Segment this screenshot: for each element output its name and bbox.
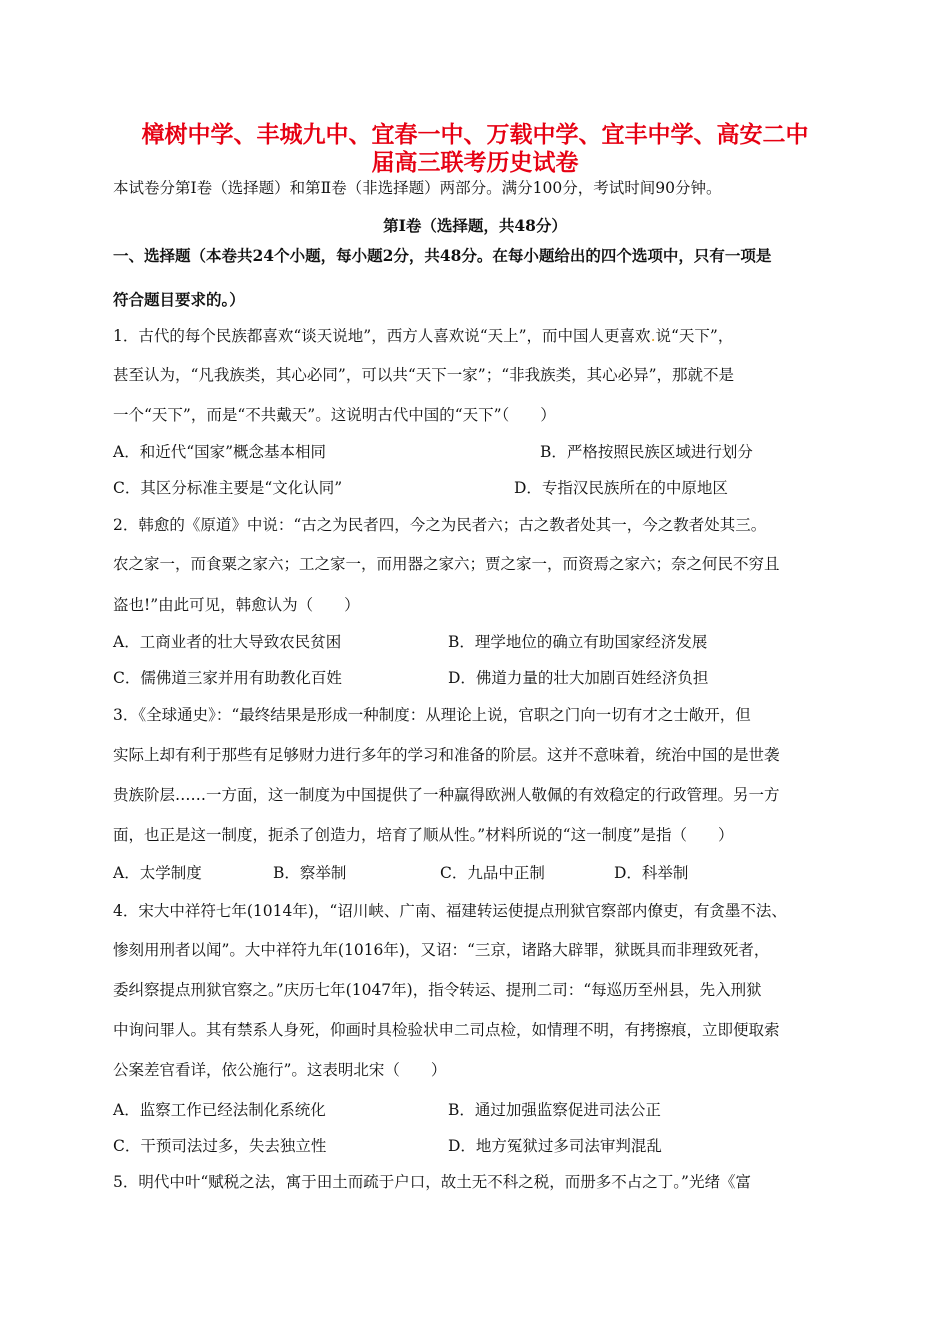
- q4-option-d: D．地方冤狱过多司法审判混乱: [448, 1137, 662, 1155]
- q3-stem-line2: 实际上却有利于那些有足够财力进行多年的学习和准备的阶层。这并不意味着，统治中国的是世袭: [113, 746, 780, 764]
- q2-stem-line1: 2．韩愈的《原道》中说：“古之为民者四，今之为民者六；古之教者处其一，今之教者处其三。: [113, 516, 767, 534]
- instructions-line2: 符合题目要求的。）: [113, 290, 245, 309]
- q1-option-b: B．严格按照民族区域进行划分: [540, 443, 753, 461]
- q4-stem-line3: 委纠察提点刑狱官察之。”庆历七年(1047年)，指令转运、提刑二司：“每巡历至州县，先入刑狱: [113, 981, 762, 999]
- q2-option-a: A．工商业者的壮大导致农民贫困: [113, 633, 342, 651]
- q1-option-d: D．专指汉民族所在的中原地区: [514, 479, 728, 497]
- exam-title-line1: 樟树中学、丰城九中、宜春一中、万载中学、宜丰中学、高安二中: [141, 121, 809, 148]
- q3-stem-line1: 3．《全球通史》：“最终结果是形成一种制度：从理论上说，官职之门向一切有才之士敞开，但: [113, 706, 751, 724]
- exam-title-line2: 届高三联考历史试卷: [371, 149, 579, 176]
- q4-option-a: A．监察工作已经法制化系统化: [113, 1101, 326, 1119]
- q4-option-c: C．干预司法过多，失去独立性: [113, 1137, 327, 1155]
- emphasis-dot: .: [650, 327, 656, 345]
- q1-stem-line2: 甚至认为，“凡我族类，其心必同”，可以共“天下一家”；“非我族类，其心必异”，那就不是: [113, 366, 735, 384]
- q3-option-a: A．太学制度: [113, 864, 202, 882]
- q3-stem-line3: 贵族阶层……一方面，这一制度为中国提供了一种赢得欧洲人敬佩的有效稳定的行政管理。另一方: [113, 786, 780, 804]
- q4-option-b: B．通过加强监察促进司法公正: [448, 1101, 661, 1119]
- q3-option-c: C．九品中正制: [440, 864, 545, 882]
- q1-option-a: A．和近代“国家”概念基本相同: [113, 443, 327, 461]
- q2-option-d: D．佛道力量的壮大加剧百姓经济负担: [448, 669, 709, 687]
- q2-option-c: C．儒佛道三家并用有助教化百姓: [113, 669, 342, 687]
- q1-stem-line1a: 1．古代的每个民族都喜欢“谈天说地”，西方人喜欢说“天上”，而中国人更喜欢: [113, 327, 651, 345]
- q3-option-b: B．察举制: [273, 864, 347, 882]
- q2-option-b: B．理学地位的确立有助国家经济发展: [448, 633, 708, 651]
- q5-stem-line1: 5．明代中叶“赋税之法，寓于田土而疏于户口，故土无不科之税，而册多不占之丁。”光绪《富: [113, 1173, 751, 1191]
- q3-option-d: D．科举制: [614, 864, 689, 882]
- q2-stem-line3: 盗也!”由此可见，韩愈认为（ ）: [113, 596, 360, 614]
- q1-stem-line3: 一个“天下”，而是“不共戴天”。这说明古代中国的“天下”（ ）: [113, 406, 556, 424]
- q3-stem-line4: 面，也正是这一制度，扼杀了创造力，培育了顺从性。”材料所说的“这一制度”是指（ ）: [113, 826, 734, 844]
- q1-option-c: C．其区分标准主要是“文化认同”: [113, 479, 343, 497]
- q4-stem-line5: 公案差官看详，依公施行”。这表明北宋（ ）: [113, 1061, 447, 1079]
- exam-intro: 本试卷分第Ⅰ卷（选择题）和第Ⅱ卷（非选择题）两部分。满分100分，考试时间90分钟。: [113, 179, 722, 197]
- instructions-line1: 一、选择题（本卷共24个小题，每小题2分，共48分。在每小题给出的四个选项中，只有一项是: [113, 246, 772, 265]
- q1-stem-line1: [113, 325, 733, 347]
- section-title: 第Ⅰ卷（选择题，共48分）: [383, 216, 567, 235]
- q1-stem-line1b: 说“天下”，: [655, 327, 734, 345]
- q4-stem-line4: 中询问罪人。其有禁系人身死，仰画时具检验状申二司点检，如情理不明，有拷擦痕，立即便取索: [113, 1021, 780, 1039]
- q4-stem-line1: 4．宋大中祥符七年(1014年)，“诏川峡、广南、福建转运使提点刑狱官察部内僚吏，有贪墨不法、: [113, 902, 787, 920]
- q2-stem-line2: 农之家一，而食粟之家六；工之家一，而用器之家六；贾之家一，而资焉之家六；奈之何民不穷且: [113, 555, 780, 573]
- q4-stem-line2: 惨刻用刑者以闻”。大中祥符九年(1016年)，又诏：“三京，诸路大辟罪，狱既具而非理致死者，: [113, 941, 770, 959]
